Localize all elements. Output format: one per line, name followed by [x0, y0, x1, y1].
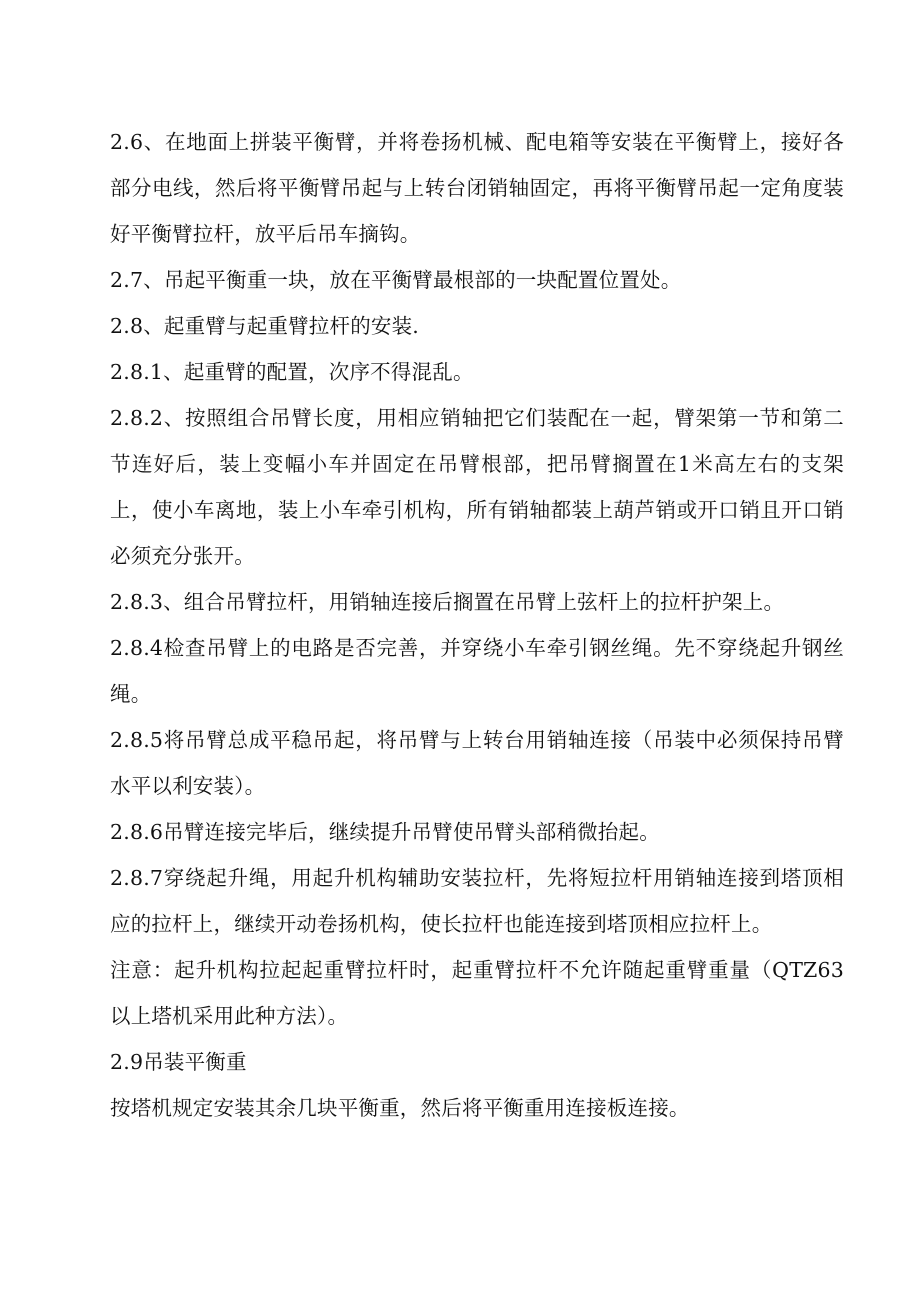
paragraph-2-8-4: 2.8.4检查吊臂上的电路是否完善，并穿绕小车牵引钢丝绳。先不穿绕起升钢丝绳。: [110, 636, 844, 706]
paragraph-note: 注意：起升机构拉起起重臂拉杆时，起重臂拉杆不允许随起重臂重量（QTZ63以上塔机采用此种方法）。: [110, 958, 844, 1028]
paragraph-2-8-2: 2.8.2、按照组合吊臂长度，用相应销轴把它们装配在一起，臂架第一节和第二节连好后，装上变幅小车并固定在吊臂根部，把吊臂搁置在1米高左右的支架上，使小车离地，装上小车牵引机构，所有销轴都装上葫芦销或开口销且开口销必须充分张开。: [110, 406, 844, 568]
paragraph-2-9-body: 按塔机规定安装其余几块平衡重，然后将平衡重用连接板连接。: [110, 1096, 690, 1120]
paragraph-2-8-5: 2.8.5将吊臂总成平稳吊起，将吊臂与上转台用销轴连接（吊装中必须保持吊臂水平以利安装）。: [110, 728, 844, 798]
paragraph-2-6: 2.6、在地面上拼装平衡臂，并将卷扬机械、配电箱等安装在平衡臂上，接好各部分电线，然后将平衡臂吊起与上转台闭销轴固定，再将平衡臂吊起一定角度装好平衡臂拉杆，放平后吊车摘钩。: [110, 130, 844, 246]
paragraph-2-8: 2.8、起重臂与起重臂拉杆的安装.: [110, 314, 420, 338]
paragraph-2-7: 2.7、吊起平衡重一块，放在平衡臂最根部的一块配置位置处。: [110, 268, 682, 292]
paragraph-2-9: 2.9吊装平衡重: [110, 1050, 247, 1074]
paragraph-2-8-1: 2.8.1、起重臂的配置，次序不得混乱。: [110, 360, 474, 384]
document-body: [110, 119, 844, 1131]
paragraph-2-8-7: 2.8.7穿绕起升绳，用起升机构辅助安装拉杆，先将短拉杆用销轴连接到塔顶相应的拉杆上，继续开动卷扬机构，使长拉杆也能连接到塔顶相应拉杆上。: [110, 866, 844, 936]
paragraph-2-8-3: 2.8.3、组合吊臂拉杆，用销轴连接后搁置在吊臂上弦杆上的拉杆护架上。: [110, 590, 785, 614]
paragraph-2-8-6: 2.8.6吊臂连接完毕后，继续提升吊臂使吊臂头部稍微抬起。: [110, 820, 660, 844]
